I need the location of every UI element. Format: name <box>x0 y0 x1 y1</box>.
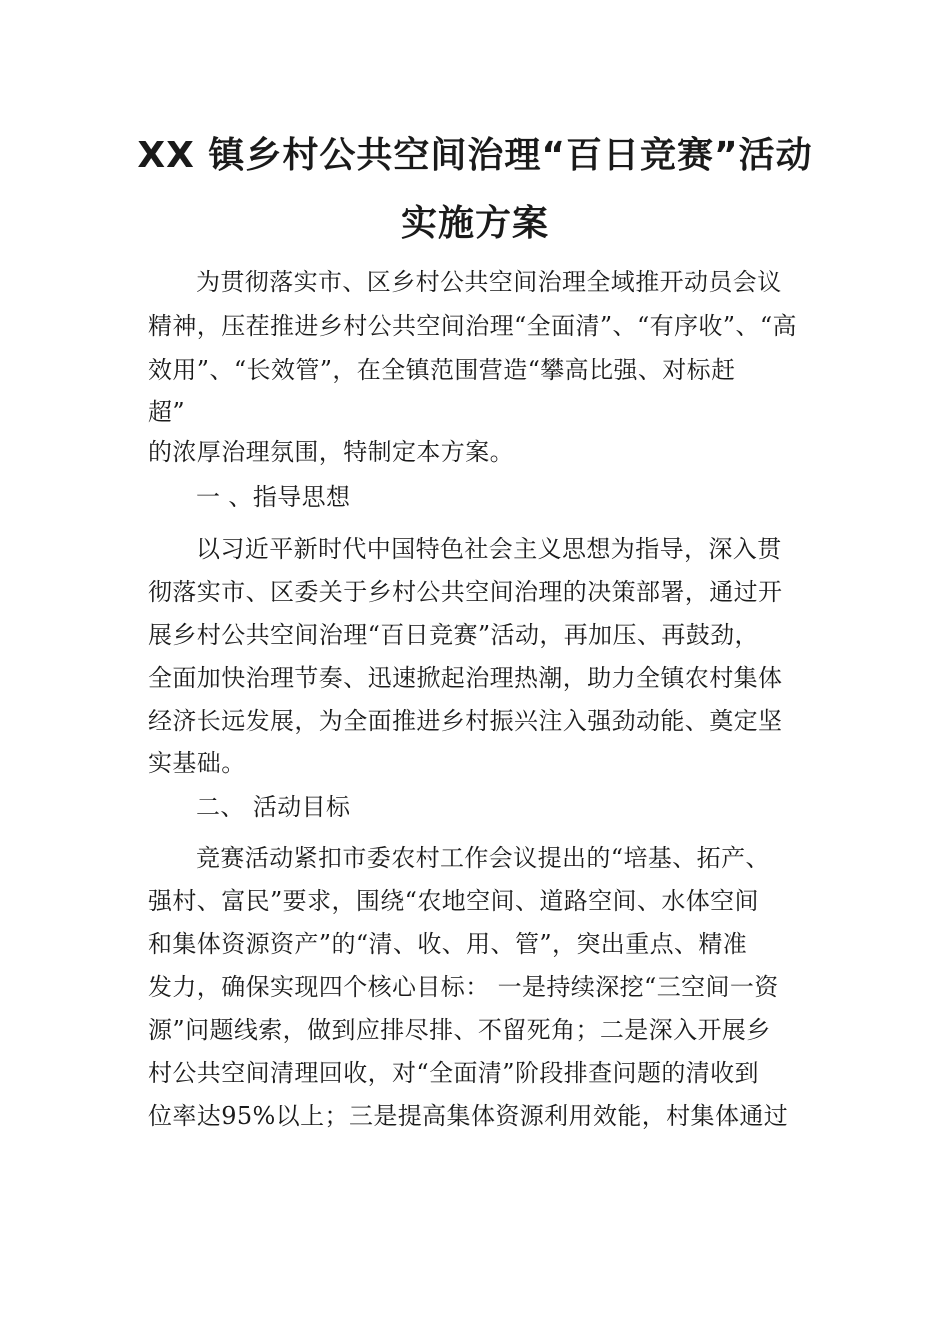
paragraph-line: 位率达95%以上；三是提高集体资源利用效能，村集体通过 <box>148 1102 789 1130</box>
paragraph-line: 全面加快治理节奏、迅速掀起治理热潮，助力全镇农村集体 <box>148 664 783 692</box>
paragraph-line: 效用”、“长效管”，在全镇范围营造“攀高比强、对标赶 <box>148 356 736 384</box>
paragraph-line: 实基础。 <box>148 749 246 777</box>
paragraph-line: 超” <box>148 398 186 426</box>
paragraph-line: 为贯彻落实市、区乡村公共空间治理全域推开动员会议 <box>196 268 782 296</box>
paragraph-line: 彻落实市、区委关于乡村公共空间治理的决策部署，通过开 <box>148 578 783 606</box>
paragraph-line: 和集体资源资产”的“清、收、用、管”，突出重点、精准 <box>148 930 748 958</box>
paragraph-line: 源”问题线索，做到应排尽排、不留死角；二是深入开展乡 <box>148 1016 771 1044</box>
paragraph-line: 经济长远发展，为全面推进乡村振兴注入强劲动能、奠定坚 <box>148 707 783 735</box>
section-heading: 一 、指导思想 <box>196 483 351 511</box>
paragraph-line: 展乡村公共空间治理“百日竞赛”活动，再加压、再鼓劲， <box>148 621 759 649</box>
paragraph-line: 村公共空间清理回收，对“全面清”阶段排查问题的清收到 <box>148 1059 759 1087</box>
section-heading: 二、 活动目标 <box>196 793 351 821</box>
document-title-line-1: XX 镇乡村公共空间治理“百日竞赛”活动 <box>137 135 813 176</box>
paragraph-line: 强村、富民”要求，围绕“农地空间、道路空间、水体空间 <box>148 887 759 915</box>
paragraph-line: 发力，确保实现四个核心目标： 一是持续深挖“三空间一资 <box>148 973 779 1001</box>
document-title-line-2: 实施方案 <box>400 203 549 244</box>
paragraph-line: 以习近平新时代中国特色社会主义思想为指导，深入贯 <box>196 535 782 563</box>
paragraph-line: 精神，压茬推进乡村公共空间治理“全面清”、“有序收”、“高 <box>148 312 797 340</box>
paragraph-line: 竞赛活动紧扣市委农村工作会议提出的“培基、拓产、 <box>196 844 770 872</box>
paragraph-line: 的浓厚治理氛围，特制定本方案。 <box>148 438 514 466</box>
